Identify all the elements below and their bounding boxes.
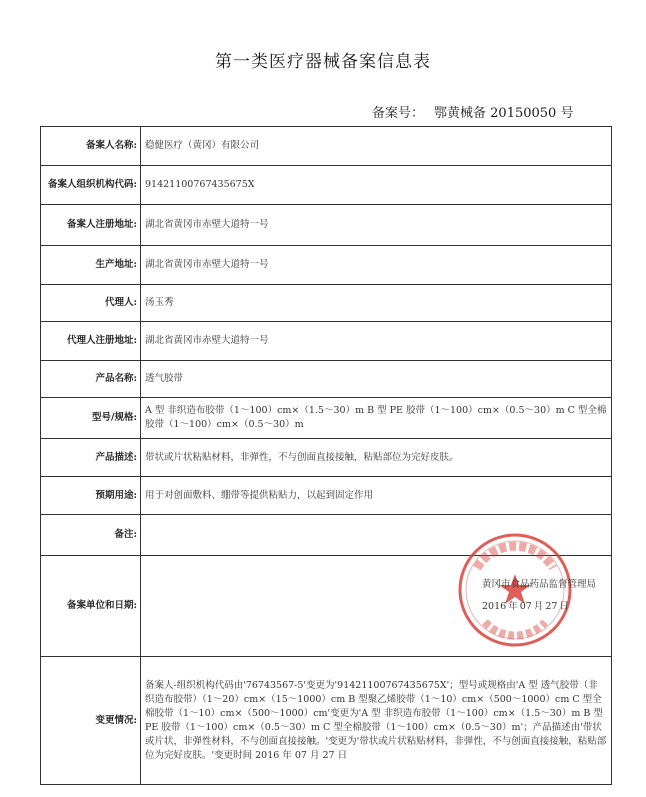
table-row — [41, 246, 612, 285]
field-value: 汤玉秀 — [141, 285, 612, 322]
table-row — [41, 398, 612, 439]
official-seal — [455, 530, 575, 650]
field-value: 用于对创面敷料、绷带等提供粘贴力，以起到固定作用 — [141, 477, 612, 515]
field-label: 代理人注册地址: — [41, 322, 141, 361]
document-title: 第一类医疗器械备案信息表 — [215, 52, 431, 72]
field-label: 备注: — [41, 515, 141, 556]
field-label: 产品名称: — [41, 361, 141, 398]
field-value: 带状或片状粘贴材料，非弹性，不与创面直接接触，粘贴部位为完好皮肤。 — [141, 439, 612, 477]
date-day-unit: 日 — [559, 601, 569, 612]
field-value: 湖北省黄冈市赤壁大道特一号 — [141, 205, 612, 246]
table-row — [41, 477, 612, 515]
field-label: 备案人组织机构代码: — [41, 166, 141, 205]
table-row — [41, 657, 612, 785]
date-year-unit: 年 — [508, 601, 518, 612]
field-label: 型号/规格: — [41, 398, 141, 439]
date-year: 2016 — [482, 601, 507, 612]
field-value: 91421100767435675X — [141, 166, 612, 205]
field-value: 湖北省黄冈市赤壁大道特一号 — [141, 322, 612, 361]
field-label: 代理人: — [41, 285, 141, 322]
field-value: 稳健医疗（黄冈）有限公司 — [141, 127, 612, 166]
field-label: 备案单位和日期: — [41, 556, 141, 657]
field-label: 产品描述: — [41, 439, 141, 477]
table-row — [41, 285, 612, 322]
table-row — [41, 127, 612, 166]
seal-stamp-icon — [455, 530, 575, 650]
field-label: 变更情况: — [41, 657, 141, 785]
date-day: 27 — [545, 601, 558, 612]
record-form-table — [40, 126, 612, 785]
table-row — [41, 439, 612, 477]
field-value: 备案人-组织机构代码由'76743567-5'变更为'91421100767435675X'；型号或规格由'A 型 透气胶带（非织造布胶带）（1～20）cm×（15～1000）cm B 型聚乙烯胶带（1～10）cm×（500～1000）cm C 型全棉胶带（1～10）cm×（500～1000）cm'变更为'A 型 非织造布胶带（1～100）cm×（1.5～30）m B 型 PE 胶带（1～100）cm×（0.5～30）m C 型全棉胶带（1～100）cm×（0.5～30）m'；产品描述由'带状或片状，非弹性材料，不与创面直接接触。'变更为'带状或片状粘贴材料，非弹性，不与创面直接接触，粘贴部位为完好皮肤。'变更时间 2016 年 07 月 27 日 — [141, 657, 612, 785]
field-label: 生产地址: — [41, 246, 141, 285]
table-row — [41, 361, 612, 398]
record-date — [482, 598, 571, 612]
date-month: 07 — [519, 601, 532, 612]
field-label: 备案人名称: — [41, 127, 141, 166]
record-number-value: 鄂黄械备 20150050 号 — [434, 106, 574, 121]
field-label: 预期用途: — [41, 477, 141, 515]
table-row — [41, 322, 612, 361]
date-month-unit: 月 — [533, 601, 544, 612]
table-row — [41, 166, 612, 205]
record-number-label: 备案号： — [372, 106, 425, 121]
table-row — [41, 205, 612, 246]
seal-organization: 黄冈市食品药品监督管理局 — [482, 579, 597, 590]
field-value: 透气胶带 — [141, 361, 612, 398]
field-label: 备案人注册地址: — [41, 205, 141, 246]
record-number — [372, 102, 573, 121]
field-value: A 型 非织造布胶带（1～100）cm×（1.5～30）m B 型 PE 胶带（1～100）cm×（0.5～30）m C 型全棉胶带（1～100）cm×（0.5～30）m — [141, 398, 612, 439]
field-value: 湖北省黄冈市赤壁大道特一号 — [141, 246, 612, 285]
